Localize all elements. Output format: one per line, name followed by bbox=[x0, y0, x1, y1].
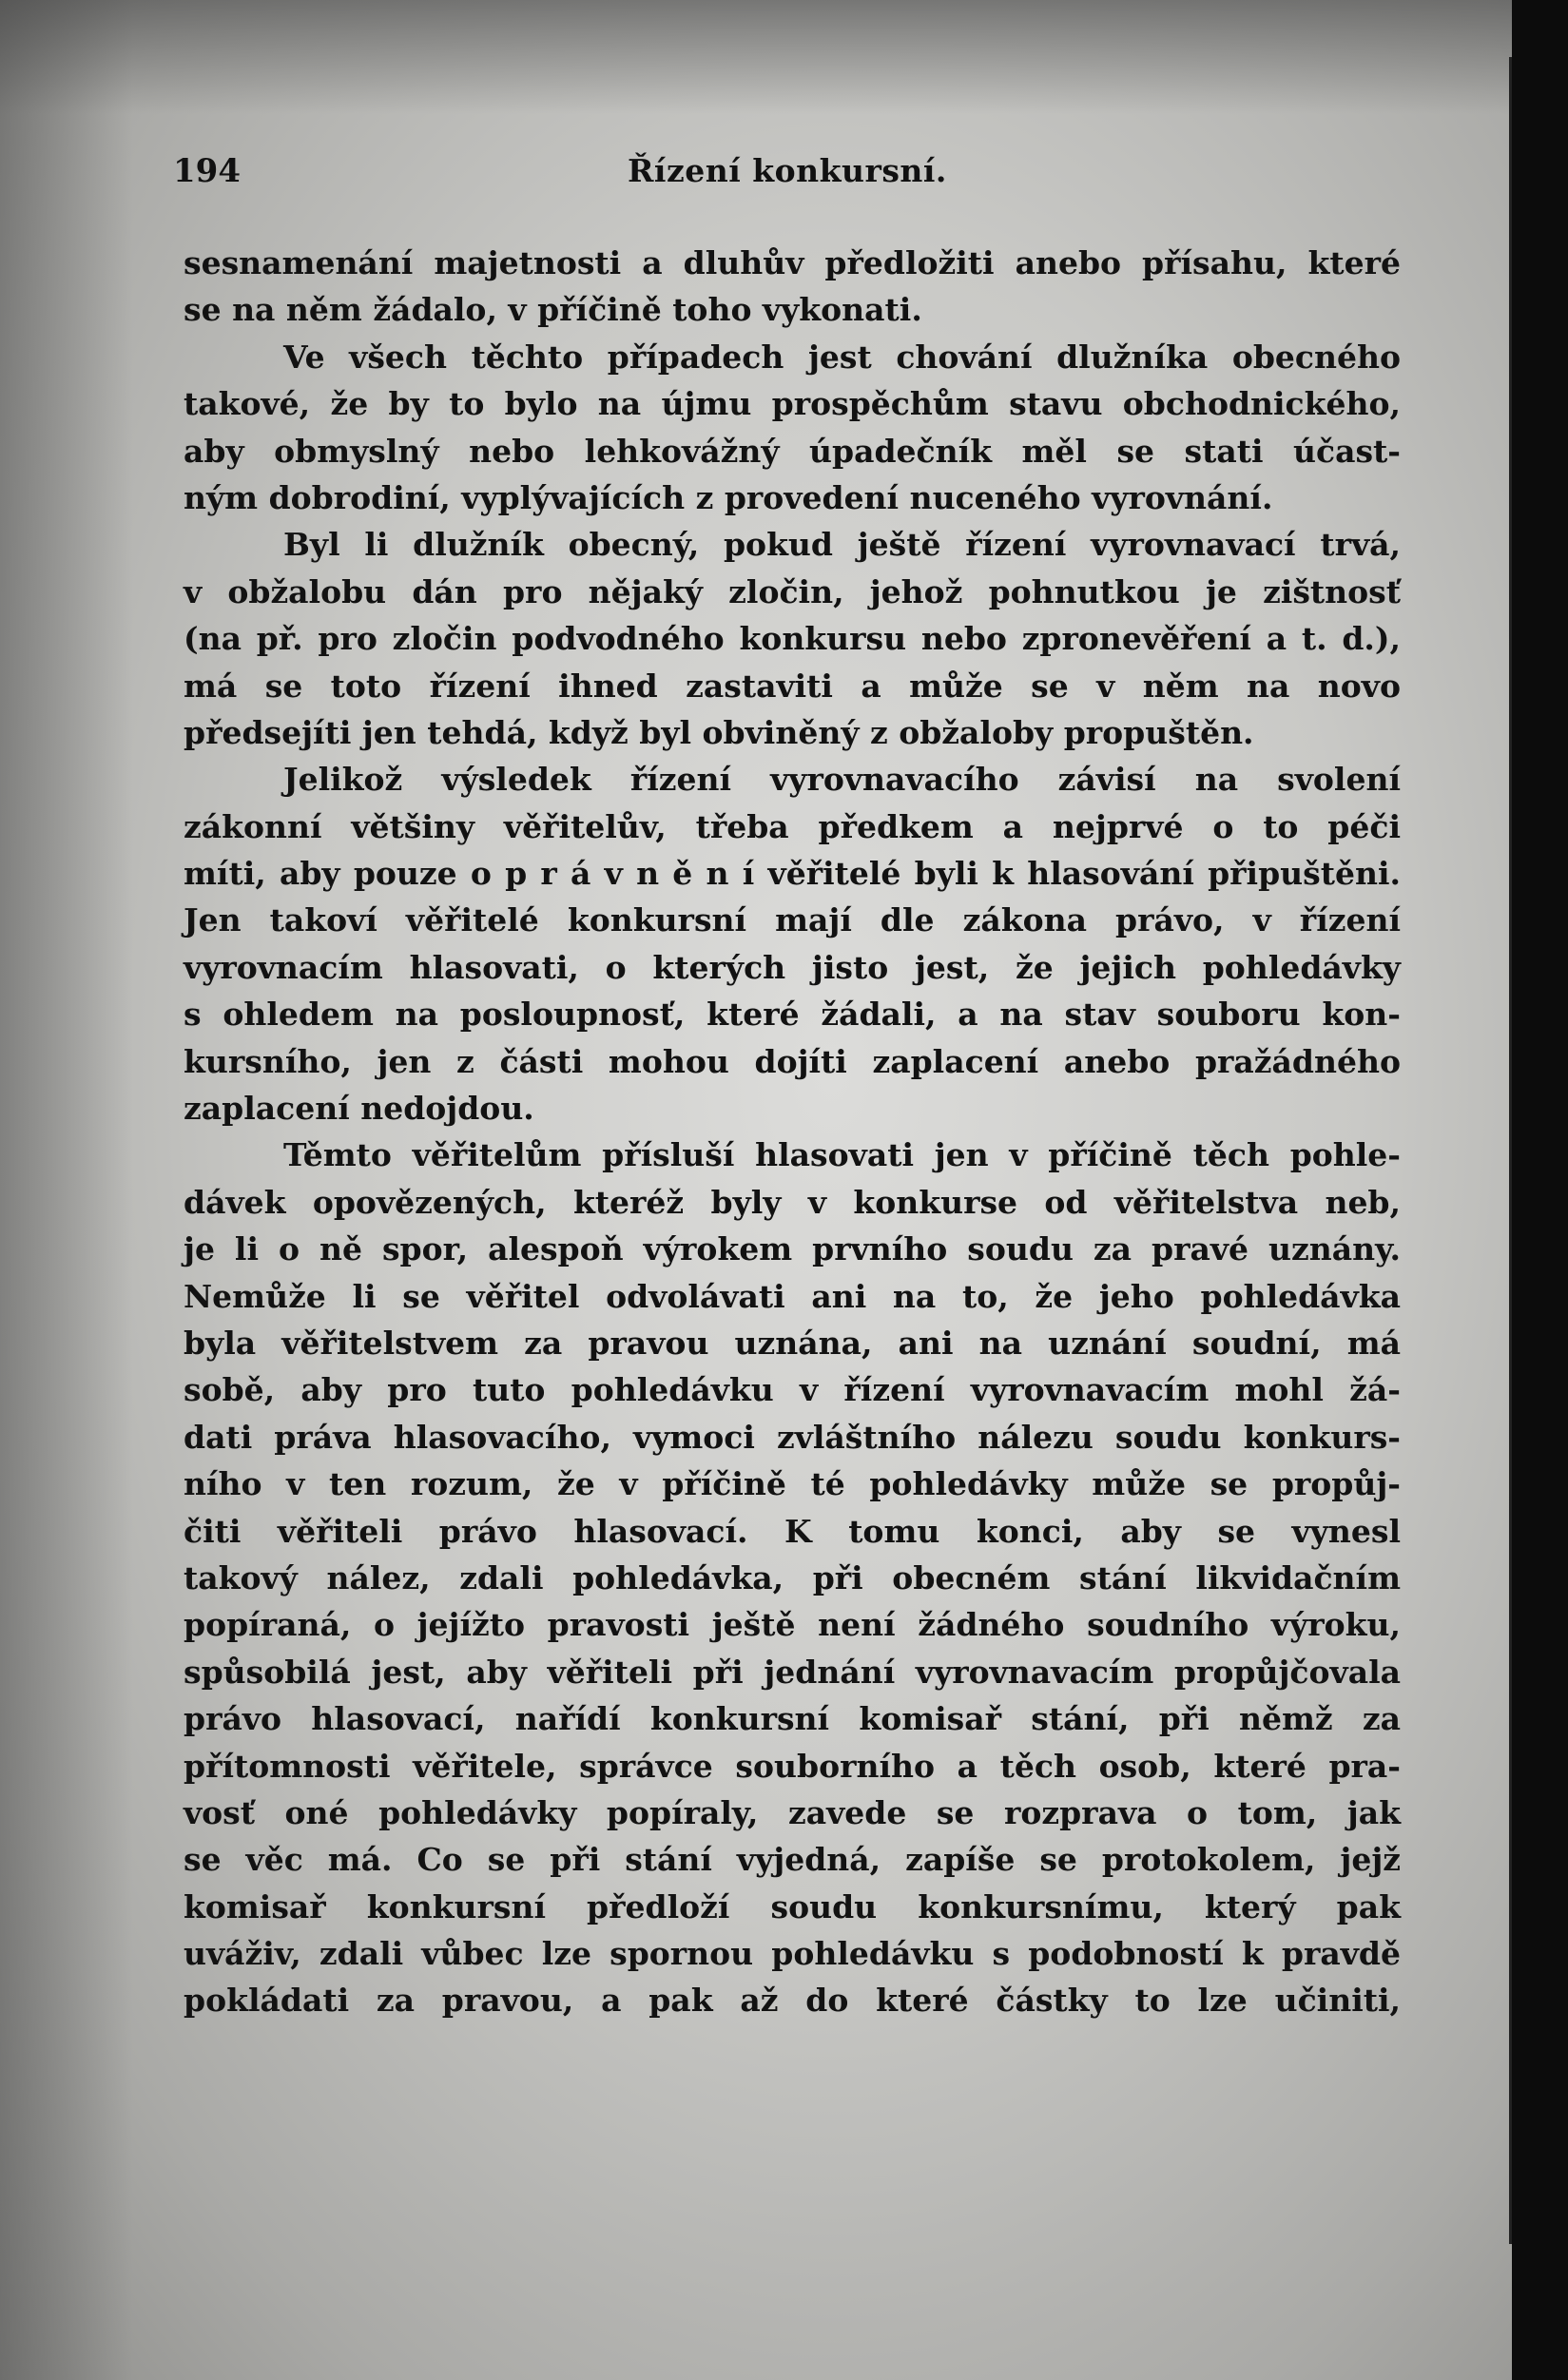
page-header bbox=[173, 152, 1409, 200]
text-line: čiti věřiteli právo hlasovací. K tomu konci, aby se vynesl bbox=[184, 1512, 1401, 1550]
text-line: je li o ně spor, alespoň výrokem prvního soudu za pravé uznány. bbox=[184, 1230, 1401, 1268]
text-line: ným dobrodiní, vyplývajících z provedení nuceného vyrovnání. bbox=[184, 478, 1273, 516]
text-line: s ohledem na posloupnosť, které žádali, a na stav souboru kon- bbox=[184, 996, 1401, 1034]
body-text bbox=[184, 240, 1401, 2024]
page-edge-shadow bbox=[1509, 57, 1512, 2244]
text-line: zaplacení nedojdou. bbox=[184, 1090, 534, 1128]
text-line: právo hlasovací, nařídí konkursní komisař stání, při němž za bbox=[184, 1700, 1401, 1738]
page-number: 194 bbox=[173, 152, 241, 190]
text-line: sesnamenání majetnosti a dluhův předložiti anebo přísahu, které bbox=[184, 244, 1401, 281]
text-line: má se toto řízení ihned zastaviti a může se v něm na novo bbox=[184, 667, 1401, 705]
text-line: se věc má. Co se při stání vyjedná, zapíše se protokolem, jejž bbox=[184, 1841, 1401, 1879]
text-line: přítomnosti věřitele, správce souborního a těch osob, které pra- bbox=[184, 1747, 1401, 1785]
text-line: dati práva hlasovacího, vymoci zvláštního nálezu soudu konkurs- bbox=[184, 1418, 1401, 1456]
text-line: zákonní většiny věřitelův, třeba předkem a nejprvé o to péči bbox=[184, 807, 1401, 845]
text-line: vosť oné pohledávky popíraly, zavede se rozprava o tom, jak bbox=[184, 1793, 1401, 1831]
text-line: ního v ten rozum, že v příčině té pohledávky může se propůj- bbox=[184, 1465, 1401, 1503]
text-line: v obžalobu dán pro nějaký zločin, jehož pohnutkou je zištnosť bbox=[184, 572, 1401, 610]
text-line: pokládati za pravou, a pak až do které částky to lze učiniti, bbox=[184, 1982, 1401, 2020]
text-line: byla věřitelstvem za pravou uznána, ani na uznání soudní, má bbox=[184, 1324, 1401, 1362]
text-line: předsejíti jen tehdá, když byl obviněný z obžaloby propuštěn. bbox=[184, 713, 1254, 751]
text-line: sobě, aby pro tuto pohledávku v řízení vyrovnavacím mohl žá- bbox=[184, 1371, 1401, 1409]
text-line: takové, že by to bylo na újmu prospěchům stavu obchodnického, bbox=[184, 385, 1401, 423]
text-line: vyrovnacím hlasovati, o kterých jisto jest, že jejich pohledávky bbox=[184, 948, 1401, 986]
text-line: takový nález, zdali pohledávka, při obecném stání likvidačním bbox=[184, 1558, 1401, 1596]
text-line: Těmto věřitelům přísluší hlasovati jen v příčině těch pohle- bbox=[283, 1136, 1401, 1174]
text-line: Byl li dlužník obecný, pokud ještě řízení vyrovnavací trvá, bbox=[283, 526, 1401, 564]
text-line: uváživ, zdali vůbec lze spornou pohledávku s podobností k pravdě bbox=[184, 1935, 1401, 1973]
text-line: dávek opovězených, kteréž byly v konkurse od věřitelstva neb, bbox=[184, 1183, 1401, 1221]
text-line: kursního, jen z části mohou dojíti zaplacení anebo pražádného bbox=[184, 1042, 1401, 1080]
text-line: komisař konkursní předloží soudu konkursnímu, který pak bbox=[184, 1887, 1401, 1925]
text-line: aby obmyslný nebo lehkovážný úpadečník měl se stati účast- bbox=[184, 432, 1401, 470]
text-line: Jelikož výsledek řízení vyrovnavacího závisí na svolení bbox=[283, 761, 1401, 799]
text-line: Ve všech těchto případech jest chování dlužníka obecného bbox=[283, 338, 1401, 376]
text-line: popíraná, o jejížto pravosti ještě není žádného soudního výroku, bbox=[184, 1606, 1401, 1644]
text-line: Jen takoví věřitelé konkursní mají dle zákona právo, v řízení bbox=[184, 901, 1401, 939]
text-line: se na něm žádalo, v příčině toho vykonati. bbox=[184, 291, 922, 329]
text-line: Nemůže li se věřitel odvolávati ani na to, že jeho pohledávka bbox=[184, 1277, 1401, 1315]
running-head: Řízení konkursní. bbox=[628, 152, 947, 189]
text-line: míti, aby pouze o p r á v n ě n í věřitelé byli k hlasování připuštěni. bbox=[184, 855, 1401, 893]
text-line: spůsobilá jest, aby věřiteli při jednání vyrovnavacím propůjčovala bbox=[184, 1653, 1401, 1691]
text-line: (na př. pro zločin podvodného konkursu nebo zpronevěření a t. d.), bbox=[184, 620, 1401, 658]
